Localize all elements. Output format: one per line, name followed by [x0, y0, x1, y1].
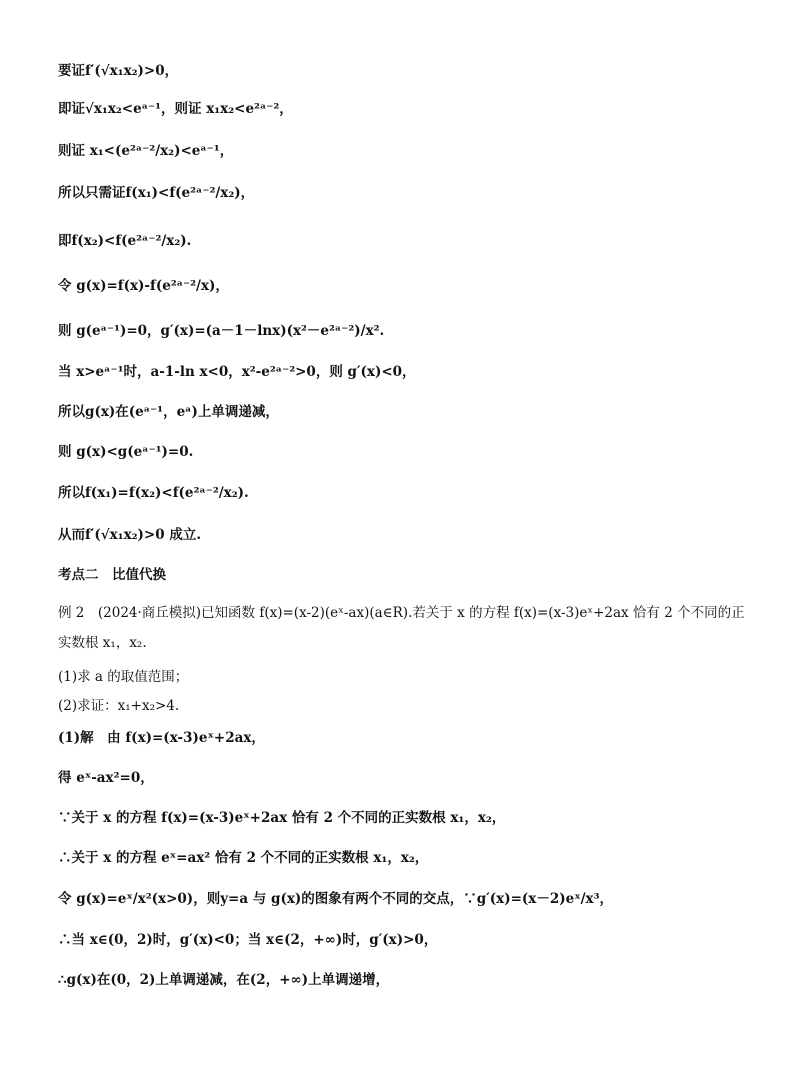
proof-line-4: 所以只需证f(x₁)<f(e²ᵃ⁻²/x₂)， [58, 185, 255, 201]
solution-line-2: 得 eˣ-ax²=0， [58, 770, 154, 786]
proof-line-6: 令 g(x)=f(x)-f(e²ᵃ⁻²/x)， [58, 278, 229, 294]
example-statement: 例 2 (2024·商丘模拟)已知函数 f(x)=(x-2)(eˣ-ax)(a∈R).若关于 x 的方程 f(x)=(x-3)eˣ+2ax 恰有 2 个不同的正实数根 x₁，x₂. [58, 605, 745, 651]
proof-line-5: 即f(x₂)<f(e²ᵃ⁻²/x₂). [58, 233, 192, 249]
proof-line-12: 从而f′(√x₁x₂)>0 成立. [58, 527, 202, 543]
solution-line-5: 令 g(x)=eˣ/x²(x>0)，则y=a 与 g(x)的图象有两个不同的交点，∵g′(x)=(x－2)eˣ/x³， [58, 891, 614, 907]
proof-line-11: 所以f(x₁)=f(x₂)<f(e²ᵃ⁻²/x₂). [58, 485, 249, 501]
solution-line-3: ∵关于 x 的方程 f(x)=(x-3)eˣ+2ax 恰有 2 个不同的正实数根 x₁，x₂， [58, 810, 506, 826]
proof-line-7: 则 g(eᵃ⁻¹)=0，g′(x)=(a－1－lnx)(x²－e²ᵃ⁻²)/x². [58, 323, 385, 339]
proof-line-9: 所以g(x)在(eᵃ⁻¹，eᵃ)上单调递减， [58, 404, 279, 420]
proof-line-10: 则 g(x)<g(eᵃ⁻¹)=0. [58, 444, 194, 460]
question-1: (1)求 a 的取值范围； [58, 669, 189, 685]
solution-line-7: ∴g(x)在(0，2)上单调递减，在(2，+∞)上单调递增， [58, 972, 390, 988]
solution-line-1: (1)解 由 f(x)=(x-3)eˣ+2ax， [58, 730, 265, 746]
solution-line-6: ∴当 x∈(0，2)时，g′(x)<0；当 x∈(2，+∞)时，g′(x)>0， [58, 932, 438, 948]
proof-line-3: 则证 x₁<(e²ᵃ⁻²/x₂)<eᵃ⁻¹， [58, 143, 234, 159]
section-heading: 考点二 比值代换 [58, 567, 166, 583]
question-2: (2)求证：x₁+x₂>4. [58, 698, 180, 714]
solution-line-4: ∴关于 x 的方程 eˣ=ax² 恰有 2 个不同的正实数根 x₁，x₂， [58, 850, 429, 866]
proof-line-8: 当 x>eᵃ⁻¹时，a-1-ln x<0，x²-e²ᵃ⁻²>0，则 g′(x)<0， [58, 364, 416, 380]
proof-line-2: 即证√x₁x₂<eᵃ⁻¹，则证 x₁x₂<e²ᵃ⁻²， [58, 101, 293, 117]
proof-line-1: 要证f′(√x₁x₂)>0， [58, 63, 179, 79]
